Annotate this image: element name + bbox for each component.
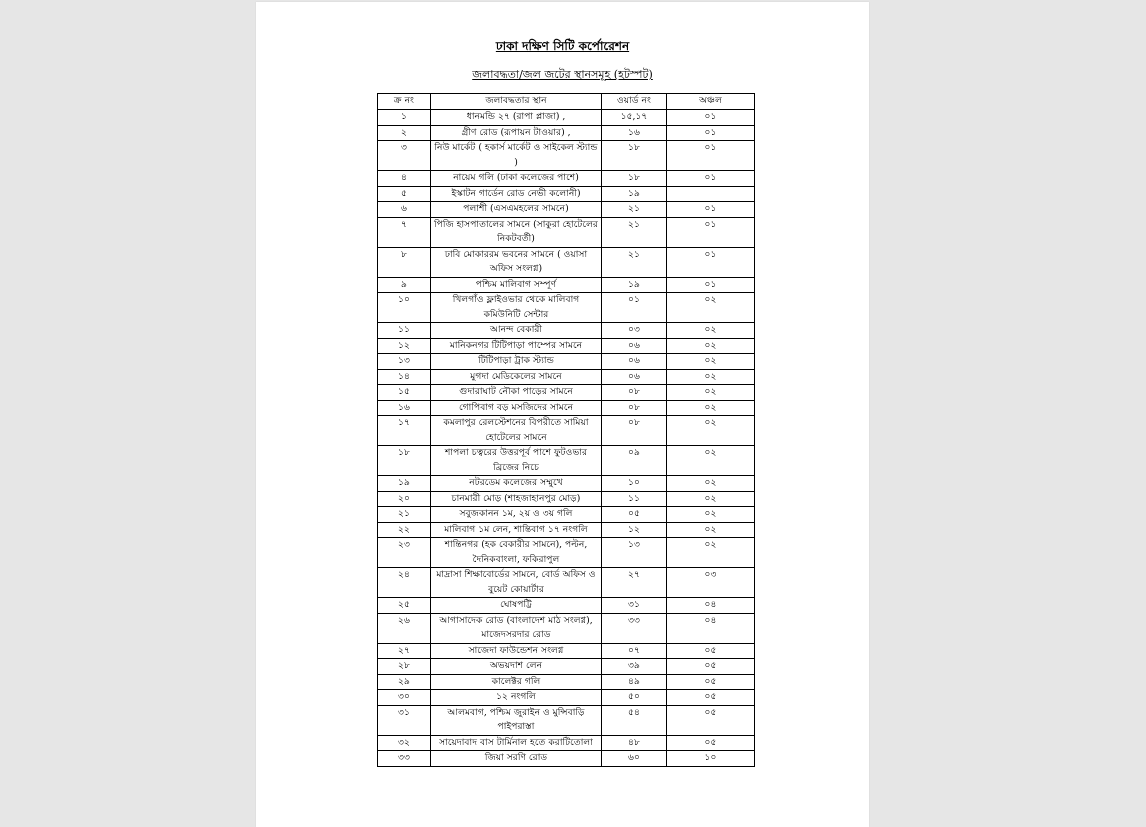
table-row [378, 705, 755, 735]
cell-location: জিয়া সরণি রোড [431, 751, 602, 767]
cell-serial: ৩ [378, 141, 431, 171]
cell-ward: ১১ [602, 491, 667, 507]
cell-location: গ্রীণ রোড (রূপায়ন টাওয়ার) , [431, 125, 602, 141]
cell-location: টিটিপাড়া ট্রাক স্ট্যান্ড [431, 354, 602, 370]
cell-zone: ০২ [667, 491, 755, 507]
cell-location: সবুজকানন ১ম, ২য় ও ৩য় গলি [431, 507, 602, 523]
cell-zone: ০২ [667, 416, 755, 446]
cell-serial: ৭ [378, 217, 431, 247]
table-row [378, 171, 755, 187]
cell-location: গোপিবাগ বড় মসজিদের সামনে [431, 400, 602, 416]
cell-location: ১২ নংগলি [431, 690, 602, 706]
cell-location: পিজি হাসপাতালের সামনে (সাকুরা হোটেলের নিকটবর্তী) [431, 217, 602, 247]
cell-zone: ০১ [667, 217, 755, 247]
cell-serial: ৫ [378, 186, 431, 202]
table-row [378, 598, 755, 614]
cell-serial: ১৭ [378, 416, 431, 446]
cell-ward: ১৫,১৭ [602, 110, 667, 126]
cell-ward: ১০ [602, 476, 667, 492]
cell-zone: ০১ [667, 125, 755, 141]
cell-ward: ২১ [602, 202, 667, 218]
table-row [378, 522, 755, 538]
cell-ward: ০৬ [602, 338, 667, 354]
cell-location: নিউ মার্কেট ( হকার্স মার্কেট ও সাইকেল স্ট্যান্ড ) [431, 141, 602, 171]
table-row [378, 110, 755, 126]
cell-serial: ৩৩ [378, 751, 431, 767]
table-row [378, 125, 755, 141]
cell-zone: ০৫ [667, 690, 755, 706]
cell-serial: ৩২ [378, 735, 431, 751]
cell-serial: ১ [378, 110, 431, 126]
cell-ward: ২১ [602, 217, 667, 247]
cell-ward: ১৮ [602, 141, 667, 171]
cell-zone: ০২ [667, 538, 755, 568]
cell-ward: ৬০ [602, 751, 667, 767]
cell-ward: ০৮ [602, 416, 667, 446]
cell-ward: ৪৮ [602, 735, 667, 751]
table-row [378, 674, 755, 690]
document-title: ঢাকা দক্ষিণ সিটি কর্পোরেশন [495, 39, 630, 53]
cell-location: ঢাবি মোকাররম ভবনের সামনে ( ওয়াসা অফিস সংলগ্ন) [431, 247, 602, 277]
cell-serial: ১৮ [378, 446, 431, 476]
header-serial: ক্র নং [378, 94, 431, 110]
cell-ward: ৫৪ [602, 705, 667, 735]
table-row [378, 735, 755, 751]
table-row [378, 538, 755, 568]
cell-ward: ০৭ [602, 643, 667, 659]
table-row [378, 476, 755, 492]
table-row [378, 247, 755, 277]
cell-zone: ০২ [667, 476, 755, 492]
cell-location: ইস্কাটন গার্ডেন রোড নেভী কলোনী) [431, 186, 602, 202]
table-row [378, 507, 755, 523]
cell-ward: ০৯ [602, 446, 667, 476]
table-row [378, 338, 755, 354]
table-row [378, 186, 755, 202]
cell-zone: ০৩ [667, 568, 755, 598]
table-row [378, 293, 755, 323]
cell-location: সায়েদাবাদ বাস টার্মিনাল হতে করাটিতোলা [431, 735, 602, 751]
table-row [378, 400, 755, 416]
cell-zone: ০২ [667, 400, 755, 416]
table-row [378, 416, 755, 446]
cell-serial: ২০ [378, 491, 431, 507]
cell-ward: ৫০ [602, 690, 667, 706]
cell-location: নটরডেম কলেজের সম্মুখে [431, 476, 602, 492]
hotspot-table [377, 93, 755, 767]
cell-zone: ০৫ [667, 659, 755, 675]
cell-zone: ০১ [667, 141, 755, 171]
table-row [378, 491, 755, 507]
cell-serial: ২৮ [378, 659, 431, 675]
cell-zone: ০১ [667, 110, 755, 126]
cell-serial: ২১ [378, 507, 431, 523]
cell-serial: ৬ [378, 202, 431, 218]
cell-location: শাপলা চত্বরের উত্তরপূর্ব পাশে ফুটওভার ব্রিজের নিচে [431, 446, 602, 476]
cell-location: আলমবাগ, পশ্চিম জুরাইন ও মুন্সিবাড়ি পাইপরাস্তা [431, 705, 602, 735]
table-row [378, 446, 755, 476]
cell-ward: ০১ [602, 293, 667, 323]
table-row [378, 568, 755, 598]
cell-location: নায়েম গলি (ঢাকা কলেজের পাশে) [431, 171, 602, 187]
cell-serial: ৮ [378, 247, 431, 277]
cell-zone: ০২ [667, 369, 755, 385]
table-row [378, 202, 755, 218]
cell-serial: ২৩ [378, 538, 431, 568]
header-ward: ওয়ার্ড নং [602, 94, 667, 110]
cell-zone [667, 186, 755, 202]
document-subtitle: জলাবদ্ধতা/জল জটের স্থানসমূহ (হটস্পট) [472, 68, 653, 81]
cell-zone: ০২ [667, 338, 755, 354]
cell-location: খিলগাঁও ফ্লাইওভার থেকে মালিবাগ কমিউনিটি সেন্টার [431, 293, 602, 323]
table-row [378, 659, 755, 675]
cell-serial: ২৪ [378, 568, 431, 598]
cell-zone: ০১ [667, 202, 755, 218]
cell-serial: ২৫ [378, 598, 431, 614]
cell-location: আনন্দ বেকারী [431, 323, 602, 339]
cell-ward: ০৮ [602, 385, 667, 401]
cell-location: মাদ্রাসা শিক্ষাবোর্ডের সামনে, বোর্ড অফিস ও বুয়েট কোয়ার্টার [431, 568, 602, 598]
cell-serial: ৯ [378, 277, 431, 293]
cell-ward: ৩১ [602, 598, 667, 614]
table-row [378, 751, 755, 767]
cell-location: আগাসাদেক রোড (বাংলাদেশ মাঠ সংলগ্ন), মাজেদসরদার রোড [431, 613, 602, 643]
cell-serial: ১১ [378, 323, 431, 339]
cell-serial: ১২ [378, 338, 431, 354]
table-row [378, 369, 755, 385]
cell-zone: ০২ [667, 323, 755, 339]
cell-ward: ১২ [602, 522, 667, 538]
cell-location: পলাশী (এসএমহলের সামনে) [431, 202, 602, 218]
table-row [378, 323, 755, 339]
cell-zone: ০২ [667, 293, 755, 323]
cell-ward: ৩৩ [602, 613, 667, 643]
cell-zone: ০২ [667, 522, 755, 538]
cell-zone: ০১ [667, 277, 755, 293]
cell-zone: ০৫ [667, 705, 755, 735]
cell-ward: ০৬ [602, 354, 667, 370]
cell-location: শান্তিনগর (হক বেকারীর সামনে), পল্টন, দৈনিকবাংলা, ফকিরাপুল [431, 538, 602, 568]
cell-location: চানমারী মোড় (শাহজাহানপুর মোড়) [431, 491, 602, 507]
cell-ward: ০৫ [602, 507, 667, 523]
cell-zone: ০৪ [667, 613, 755, 643]
table-body [378, 110, 755, 767]
cell-serial: ১৩ [378, 354, 431, 370]
cell-zone: ০৫ [667, 674, 755, 690]
cell-serial: ১৫ [378, 385, 431, 401]
document-page [256, 2, 869, 827]
table-row [378, 354, 755, 370]
cell-serial: ২৭ [378, 643, 431, 659]
cell-serial: ৩০ [378, 690, 431, 706]
cell-location: কালেক্টর গলি [431, 674, 602, 690]
cell-location: ঘোষপট্টি [431, 598, 602, 614]
cell-ward: ৪৯ [602, 674, 667, 690]
cell-zone: ০২ [667, 507, 755, 523]
cell-serial: ১৪ [378, 369, 431, 385]
cell-zone: ০১ [667, 171, 755, 187]
cell-location: পশ্চিম মালিবাগ সম্পূর্ণ [431, 277, 602, 293]
table-row [378, 690, 755, 706]
cell-ward: ৩৯ [602, 659, 667, 675]
cell-ward: ১৯ [602, 186, 667, 202]
table-row [378, 277, 755, 293]
table-header-row [378, 94, 755, 110]
cell-serial: ৪ [378, 171, 431, 187]
cell-serial: ২২ [378, 522, 431, 538]
cell-location: গুদারাঘাট নৌকা পাড়ের সামনে [431, 385, 602, 401]
cell-location: মালিবাগ ১ম লেন, শান্তিবাগ ১৭ নংগলি [431, 522, 602, 538]
cell-zone: ০৪ [667, 598, 755, 614]
cell-serial: ১৯ [378, 476, 431, 492]
cell-serial: ২৯ [378, 674, 431, 690]
cell-location: ধানমন্ডি ২৭ (রাপা প্লাজা) , [431, 110, 602, 126]
cell-location: সাজেদা ফাউন্ডেশন সংলগ্ন [431, 643, 602, 659]
cell-serial: ৩১ [378, 705, 431, 735]
cell-zone: ০৫ [667, 643, 755, 659]
cell-zone: ০১ [667, 247, 755, 277]
header-location: জলাবদ্ধতার স্থান [431, 94, 602, 110]
cell-serial: ১৬ [378, 400, 431, 416]
table-row [378, 643, 755, 659]
cell-ward: ১৮ [602, 171, 667, 187]
table-row [378, 141, 755, 171]
cell-ward: ১৩ [602, 538, 667, 568]
cell-serial: ২ [378, 125, 431, 141]
cell-ward: ০৬ [602, 369, 667, 385]
cell-location: মুগদা মেডিকেলের সামনে [431, 369, 602, 385]
cell-zone: ০২ [667, 354, 755, 370]
table-row [378, 385, 755, 401]
cell-serial: ১০ [378, 293, 431, 323]
cell-serial: ২৬ [378, 613, 431, 643]
cell-zone: ০২ [667, 385, 755, 401]
cell-location: অভয়দাশ লেন [431, 659, 602, 675]
cell-location: কমলাপুর রেলস্টেশনের বিপরীতে সামিয়া হোটেলের সামনে [431, 416, 602, 446]
cell-zone: ০২ [667, 446, 755, 476]
table-row [378, 613, 755, 643]
cell-ward: ২১ [602, 247, 667, 277]
table-row [378, 217, 755, 247]
cell-ward: ০৮ [602, 400, 667, 416]
cell-ward: ২৭ [602, 568, 667, 598]
cell-zone: ০৫ [667, 735, 755, 751]
cell-ward: ০৩ [602, 323, 667, 339]
cell-zone: ১০ [667, 751, 755, 767]
cell-ward: ১৬ [602, 125, 667, 141]
header-zone: অঞ্চল [667, 94, 755, 110]
cell-location: মানিকনগর টিটিপাড়া পাম্পের সামনে [431, 338, 602, 354]
cell-ward: ১৯ [602, 277, 667, 293]
